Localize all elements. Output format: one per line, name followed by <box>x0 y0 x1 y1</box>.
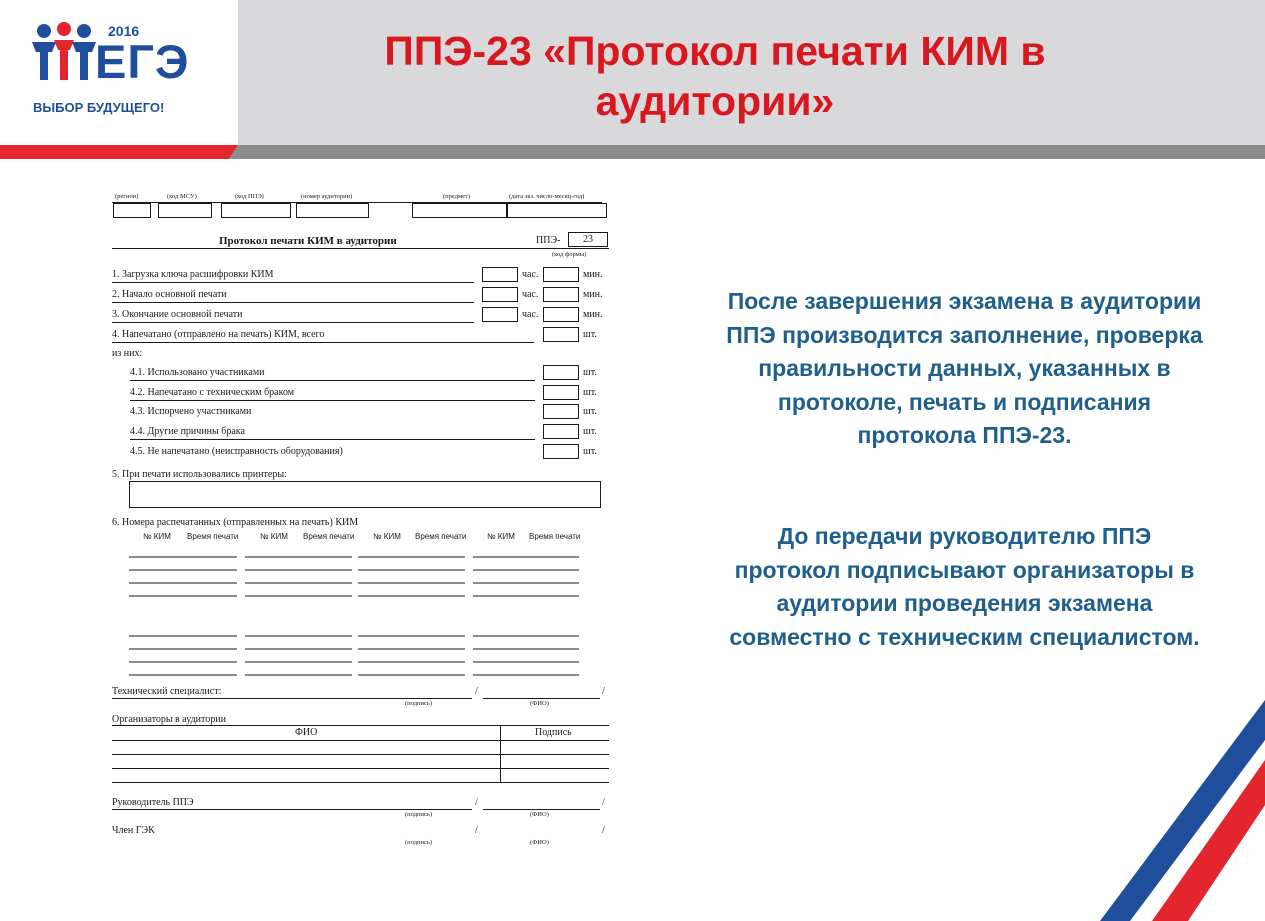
item-3-hours-unit: час. <box>522 309 539 320</box>
form-ppe23-image <box>105 185 615 855</box>
title-rule <box>112 248 609 249</box>
head-ppe-label: Руководитель ППЭ <box>112 797 194 808</box>
item-2: 2. Начало основной печати <box>112 289 227 300</box>
item-1-rule <box>112 282 474 283</box>
col-time-4: Время печати <box>529 532 581 541</box>
head-slash-2: / <box>602 797 605 808</box>
col-time-2: Время печати <box>303 532 355 541</box>
side-paragraph-2: До передачи руководителю ППЭ протокол подписывают организаторы в аудитории проведения экзамена совместно с техническим специалистом. <box>729 523 1200 650</box>
slide-title: ППЭ-23 «Протокол печати КИМ в аудитории» <box>384 28 1046 124</box>
item-1-min-unit: мин. <box>583 269 603 280</box>
ppe-box <box>221 203 291 218</box>
gek-slash-2: / <box>602 825 605 836</box>
caption-ppe: (код ППЭ) <box>235 193 264 200</box>
of-them: из них: <box>112 348 143 359</box>
item-4-2-rule <box>130 400 535 401</box>
caption-date: (дата экз. число-месяц-год) <box>509 193 585 200</box>
head-slash-1: / <box>475 797 478 808</box>
tech-specialist-label: Технический специалист: <box>112 686 222 697</box>
region-box <box>113 203 151 218</box>
item-4-5-unit: шт. <box>583 446 597 457</box>
head-fio-rule <box>483 809 600 810</box>
organizers-rule-top <box>112 725 609 726</box>
side-paragraph-1: После завершения экзамена в аудитории ППЭ производится заполнение, проверка правильности данных, указанных в протоколе, печать и подписания протокола ППЭ-23. <box>726 288 1203 448</box>
col-time-1: Время печати <box>187 532 239 541</box>
item-3-rule <box>112 322 474 323</box>
gek-caption-sign: (подпись) <box>405 839 432 846</box>
head-caption-fio: (ФИО) <box>530 811 549 818</box>
item-6: 6. Номера распечатанных (отправленных на печать) КИМ <box>112 517 359 528</box>
item-4-1: 4.1. Использовано участниками <box>130 367 265 378</box>
item-4-5: 4.5. Не напечатано (неисправность оборудования) <box>130 446 343 457</box>
item-1-hours-unit: час. <box>522 269 539 280</box>
item-4-4-box <box>543 424 579 439</box>
item-2-min-unit: мин. <box>583 289 603 300</box>
form-title: Протокол печати КИМ в аудитории <box>219 235 397 247</box>
item-1: 1. Загрузка ключа расшифровки КИМ <box>112 269 274 280</box>
item-3: 3. Окончание основной печати <box>112 309 243 320</box>
item-4-3-box <box>543 404 579 419</box>
kim-number-grid <box>105 545 615 680</box>
item-1-min-box <box>543 267 579 282</box>
organizers-rule-2 <box>112 754 609 755</box>
tech-fio-rule <box>483 698 600 699</box>
col-kim-4: № КИМ <box>487 532 515 541</box>
item-4-1-unit: шт. <box>583 367 597 378</box>
item-4-5-box <box>543 444 579 459</box>
item-4-1-box <box>543 365 579 380</box>
item-4-2-unit: шт. <box>583 387 597 398</box>
col-kim-1: № КИМ <box>143 532 171 541</box>
item-4-box <box>543 327 579 342</box>
header-divider-red <box>0 145 238 159</box>
gek-member-label: Член ГЭК <box>112 825 155 836</box>
item-2-hours-unit: час. <box>522 289 539 300</box>
item-4-rule <box>112 342 534 343</box>
item-4-1-rule <box>130 380 535 381</box>
msu-box <box>158 203 212 218</box>
room-box <box>296 203 369 218</box>
organizers-rule-1 <box>112 740 609 741</box>
item-4-unit: шт. <box>583 329 597 340</box>
tech-caption-fio: (ФИО) <box>530 700 549 707</box>
organizers-rule-3 <box>112 768 609 769</box>
head-sign-rule <box>112 809 472 810</box>
printers-box <box>129 481 601 508</box>
organizers-col-fio: ФИО <box>295 727 318 738</box>
col-kim-2: № КИМ <box>260 532 288 541</box>
col-time-3: Время печати <box>415 532 467 541</box>
organizers-col-signature: Подпись <box>535 727 572 738</box>
item-1-hours-box <box>482 267 518 282</box>
item-4-4-rule <box>130 439 535 440</box>
item-2-min-box <box>543 287 579 302</box>
logo-wordmark: ЕГЭ <box>95 35 190 88</box>
item-4: 4. Напечатано (отправлено на печать) КИМ, всего <box>112 329 325 340</box>
head-caption-sign: (подпись) <box>405 811 432 818</box>
logo-slogan: ВЫБОР БУДУЩЕГО! <box>33 100 165 115</box>
item-4-3-unit: шт. <box>583 406 597 417</box>
item-3-hours-box <box>482 307 518 322</box>
caption-msu: (код МСУ) <box>167 193 197 200</box>
form-code-caption: (код формы) <box>552 251 587 258</box>
item-4-2: 4.2. Напечатано с техническим браком <box>130 387 295 398</box>
item-4-3: 4.3. Испорчено участниками <box>130 406 252 417</box>
item-4-2-box <box>543 385 579 400</box>
caption-subject: (предмет) <box>443 193 471 200</box>
caption-region: (регион) <box>115 193 139 200</box>
gek-slash-1: / <box>475 825 478 836</box>
item-4-4-unit: шт. <box>583 426 597 437</box>
item-2-hours-box <box>482 287 518 302</box>
item-2-rule <box>112 302 474 303</box>
organizers-col-divider <box>500 725 501 782</box>
organizers-rule-4 <box>112 782 609 783</box>
gek-caption-fio: (ФИО) <box>530 839 549 846</box>
tech-sign-rule <box>112 698 472 699</box>
col-kim-3: № КИМ <box>373 532 401 541</box>
organizers-label: Организаторы в аудитории <box>112 714 226 725</box>
form-code-value: 23 <box>583 234 593 245</box>
tricolor-flag-decoration <box>1100 700 1265 921</box>
tech-slash-2: / <box>602 686 605 697</box>
tech-slash-1: / <box>475 686 478 697</box>
tech-caption-sign: (подпись) <box>405 700 432 707</box>
item-3-min-unit: мин. <box>583 309 603 320</box>
logo-year: 2016 <box>108 23 140 39</box>
subject-box <box>412 203 507 218</box>
ege-people-icon <box>30 22 100 84</box>
item-4-4: 4.4. Другие причины брака <box>130 426 245 437</box>
item-5: 5. При печати использовались принтеры: <box>112 469 287 480</box>
caption-room: (номер аудитории) <box>301 193 353 200</box>
item-3-min-box <box>543 307 579 322</box>
form-code-label: ППЭ- <box>536 235 561 246</box>
date-box <box>507 203 607 218</box>
